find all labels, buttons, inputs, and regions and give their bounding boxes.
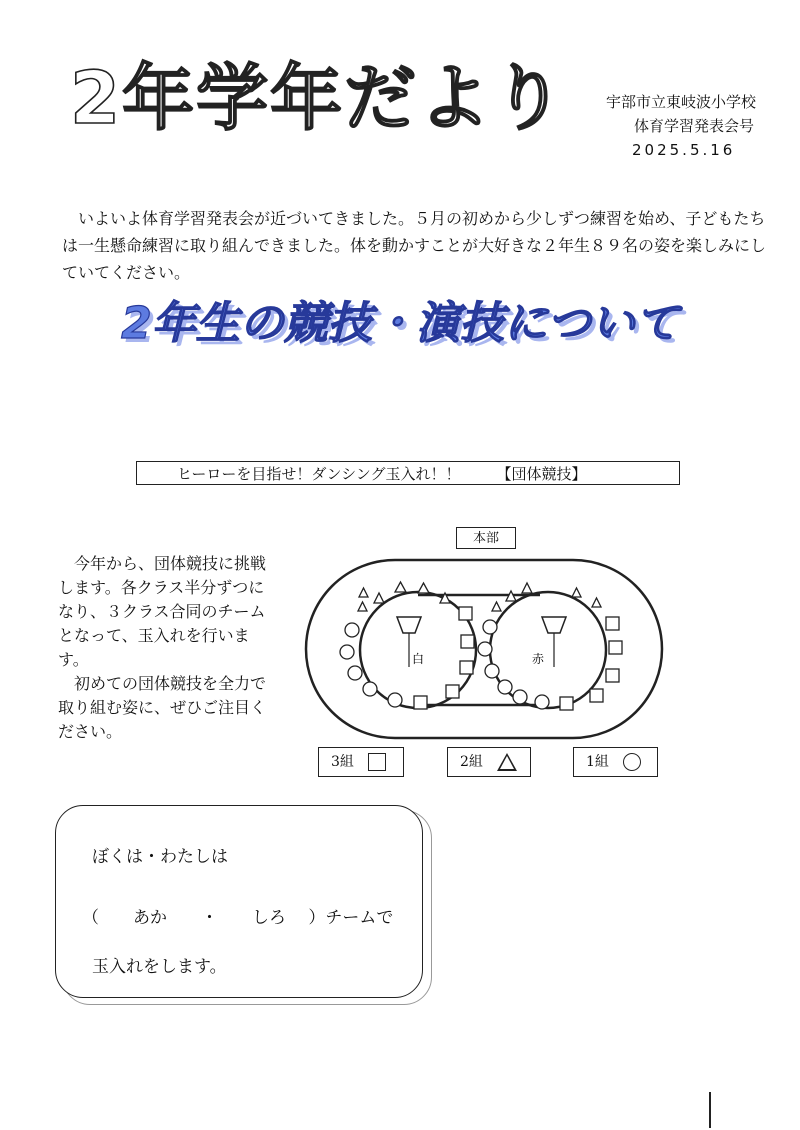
section-heading: 2年生の競技・演技について — [121, 298, 679, 349]
circle-icon — [485, 664, 499, 678]
legend-class-1 — [573, 747, 658, 777]
card-line-3: 玉入れをします。 — [92, 957, 227, 977]
legend-label: 1組 — [586, 754, 609, 770]
triangle-icon — [358, 602, 367, 611]
triangle-icon — [522, 583, 532, 593]
square-icon — [560, 697, 573, 710]
card-line-1: ぼくは・わたしは — [92, 847, 228, 867]
intro-paragraph: いよいよ体育学習発表会が近づいてきました。５月の初めから少しずつ練習を始め、子どもたちは一生懸命練習に取り組んできました。体を動かすことが大好きな２年生８９名の姿を楽しみにしていてください。 — [62, 209, 767, 282]
circle-icon — [348, 666, 362, 680]
triangle-icon — [592, 598, 601, 607]
event-title: ヒーローを目指せ！ダンシング玉入れ！！ — [177, 465, 461, 483]
left-team-label: 白 — [412, 652, 425, 666]
square-icon — [459, 607, 472, 620]
triangle-icon — [395, 582, 406, 592]
square-icon — [590, 689, 603, 702]
issue-name: 体育学習発表会号 — [634, 117, 755, 135]
circle-icon — [498, 680, 512, 694]
circle-markers — [340, 620, 549, 709]
description-paragraph-2: 初めての団体競技を全力で取り組む姿に、ぜひご注目ください。 — [58, 674, 267, 741]
triangle-icon — [359, 588, 368, 597]
circle-icon — [478, 642, 492, 656]
legend-label: 3組 — [331, 754, 354, 770]
school-info — [606, 90, 756, 162]
legend-class-3 — [318, 747, 404, 777]
circle-icon — [483, 620, 497, 634]
legend-class-2 — [447, 747, 531, 777]
square-icon — [461, 635, 474, 648]
right-basket-icon — [542, 617, 566, 633]
team-choice-card — [55, 805, 423, 998]
circle-icon — [340, 645, 354, 659]
card-line-2: （ あか ・ しろ ）チームで — [82, 908, 394, 928]
triangle-icon — [497, 753, 517, 771]
page-title: 2年学年だより — [70, 56, 567, 140]
hq-label: 本部 — [456, 527, 516, 549]
square-icon — [609, 641, 622, 654]
circle-icon — [345, 623, 359, 637]
school-name: 宇部市立東岐波小学校 — [606, 93, 757, 111]
description-paragraph-1: 今年から、団体競技に挑戦します。各クラス半分ずつになり、３クラス合同のチームとなって、玉入れを行います。 — [58, 554, 267, 669]
page-margin-mark — [709, 1092, 711, 1128]
event-category: 【団体競技】 — [496, 465, 587, 483]
square-icon — [606, 669, 619, 682]
triangle-icon — [418, 583, 429, 593]
square-icon — [606, 617, 619, 630]
field-diagram — [300, 555, 670, 745]
circle-icon — [363, 682, 377, 696]
circle-icon — [623, 753, 641, 771]
circle-icon — [388, 693, 402, 707]
legend-label: 2組 — [460, 754, 483, 770]
square-icon — [460, 661, 473, 674]
triangle-icon — [492, 602, 501, 611]
triangle-icon — [572, 588, 581, 597]
issue-date: 2025.5.16 — [632, 141, 736, 159]
triangle-icon — [374, 593, 384, 603]
square-icon — [368, 753, 386, 771]
left-basket-icon — [397, 617, 421, 633]
event-title-box — [136, 461, 680, 485]
square-icon — [446, 685, 459, 698]
event-description — [58, 552, 278, 744]
square-icon — [414, 696, 427, 709]
right-team-label: 赤 — [532, 652, 545, 666]
circle-icon — [513, 690, 527, 704]
circle-icon — [535, 695, 549, 709]
